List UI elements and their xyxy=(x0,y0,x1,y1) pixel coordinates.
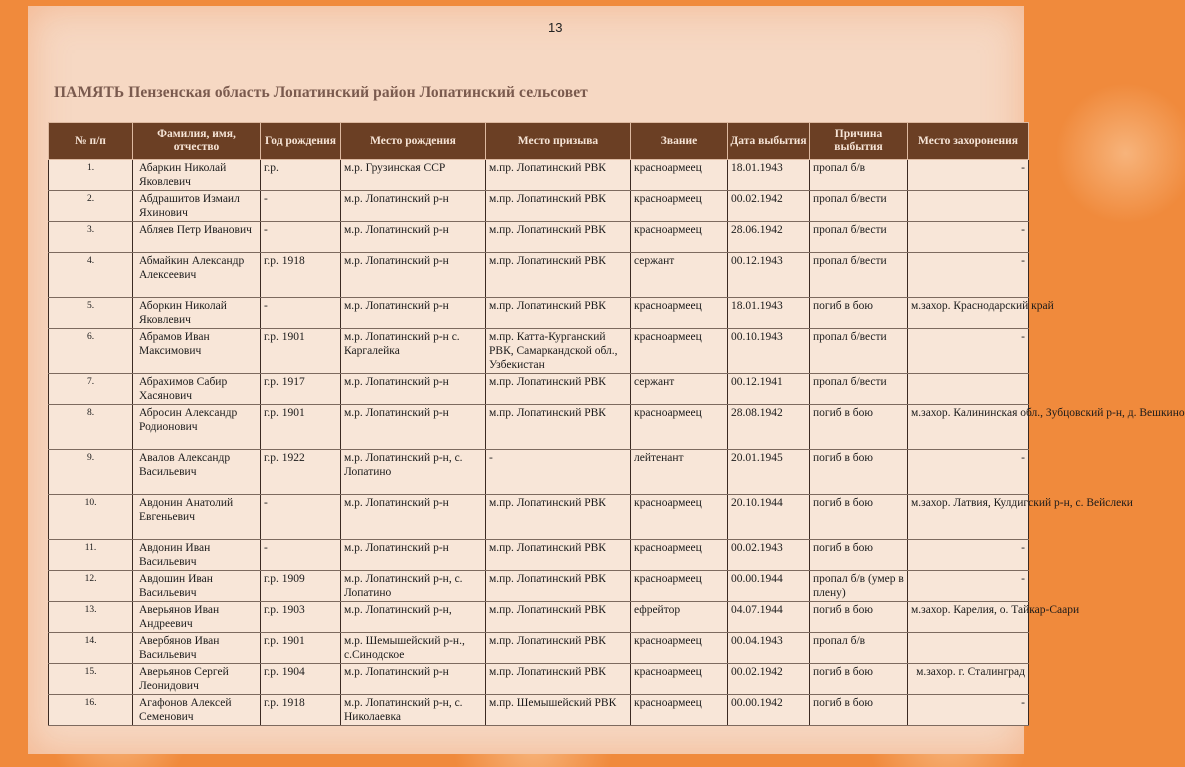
row-number-cell: 13. xyxy=(49,602,133,633)
soldier-name-cell: Агафонов Алексей Семенович xyxy=(133,695,261,726)
rank-cell: красноармеец xyxy=(631,695,728,726)
rank-cell: красноармеец xyxy=(631,222,728,253)
rank-cell: лейтенант xyxy=(631,450,728,495)
rank-cell: красноармеец xyxy=(631,191,728,222)
departure-reason-cell: погиб в бою xyxy=(810,298,908,329)
soldier-name-cell: Авдошин Иван Васильевич xyxy=(133,571,261,602)
departure-reason-cell: пропал б/вести xyxy=(810,253,908,298)
birth-year-cell: - xyxy=(261,495,341,540)
departure-date-cell: 20.01.1945 xyxy=(728,450,810,495)
col-header-rank: Звание xyxy=(631,123,728,160)
row-number-cell: 16. xyxy=(49,695,133,726)
row-number-cell: 5. xyxy=(49,298,133,329)
col-header-birth-place: Место рождения xyxy=(341,123,486,160)
birth-year-cell: г.р. 1903 xyxy=(261,602,341,633)
burial-place-cell: м.захор. Калининская обл., Зубцовский р-н, д. Вешкино xyxy=(908,405,1029,450)
row-number-cell: 15. xyxy=(49,664,133,695)
table-row xyxy=(49,253,1029,298)
birth-place-cell: м.р. Лопатинский р-н xyxy=(341,540,486,571)
birth-place-cell: м.р. Лопатинский р-н xyxy=(341,664,486,695)
table-row xyxy=(49,602,1029,633)
soldier-name-cell: Абляев Петр Иванович xyxy=(133,222,261,253)
soldier-name-cell: Авалов Александр Васильевич xyxy=(133,450,261,495)
birth-year-cell: г.р. xyxy=(261,160,341,191)
departure-date-cell: 18.01.1943 xyxy=(728,160,810,191)
table-row xyxy=(49,540,1029,571)
table-row xyxy=(49,329,1029,374)
birth-place-cell: м.р. Лопатинский р-н с. Каргалейка xyxy=(341,329,486,374)
draft-place-cell: м.пр. Лопатинский РВК xyxy=(486,405,631,450)
rank-cell: сержант xyxy=(631,374,728,405)
burial-place-cell xyxy=(908,374,1029,405)
rank-cell: красноармеец xyxy=(631,664,728,695)
row-number-cell: 11. xyxy=(49,540,133,571)
draft-place-cell: м.пр. Лопатинский РВК xyxy=(486,495,631,540)
col-header-reason: Причина выбытия xyxy=(810,123,908,160)
draft-place-cell: м.пр. Шемышейский РВК xyxy=(486,695,631,726)
burial-place-cell: - xyxy=(908,329,1029,374)
col-header-name: Фамилия, имя, отчество xyxy=(133,123,261,160)
birth-place-cell: м.р. Лопатинский р-н, xyxy=(341,602,486,633)
table-row xyxy=(49,450,1029,495)
draft-place-cell: м.пр. Лопатинский РВК xyxy=(486,253,631,298)
draft-place-cell: м.пр. Лопатинский РВК xyxy=(486,160,631,191)
table-row xyxy=(49,222,1029,253)
rank-cell: красноармеец xyxy=(631,571,728,602)
table-row xyxy=(49,664,1029,695)
burial-place-cell: м.захор. Карелия, о. Тайкар-Саари xyxy=(908,602,1029,633)
soldier-name-cell: Абдрашитов Измаил Яхинович xyxy=(133,191,261,222)
birth-year-cell: - xyxy=(261,191,341,222)
row-number-cell: 2. xyxy=(49,191,133,222)
draft-place-cell: м.пр. Лопатинский РВК xyxy=(486,374,631,405)
departure-reason-cell: погиб в бою xyxy=(810,602,908,633)
burial-place-cell: м.захор. г. Сталинград xyxy=(908,664,1029,695)
rank-cell: красноармеец xyxy=(631,405,728,450)
departure-reason-cell: пропал б/вести xyxy=(810,329,908,374)
departure-reason-cell: пропал б/вести xyxy=(810,191,908,222)
soldier-name-cell: Авербянов Иван Васильевич xyxy=(133,633,261,664)
departure-date-cell: 20.10.1944 xyxy=(728,495,810,540)
table-row xyxy=(49,191,1029,222)
row-number-cell: 12. xyxy=(49,571,133,602)
draft-place-cell: м.пр. Лопатинский РВК xyxy=(486,298,631,329)
birth-year-cell: г.р. 1918 xyxy=(261,253,341,298)
departure-date-cell: 00.02.1942 xyxy=(728,191,810,222)
departure-date-cell: 00.12.1943 xyxy=(728,253,810,298)
departure-date-cell: 04.07.1944 xyxy=(728,602,810,633)
col-header-draft-place: Место призыва xyxy=(486,123,631,160)
departure-date-cell: 00.00.1942 xyxy=(728,695,810,726)
birth-year-cell: - xyxy=(261,298,341,329)
burial-place-cell: - xyxy=(908,540,1029,571)
departure-reason-cell: пропал б/вести xyxy=(810,374,908,405)
draft-place-cell: м.пр. Лопатинский РВК xyxy=(486,222,631,253)
departure-reason-cell: погиб в бою xyxy=(810,695,908,726)
table-row xyxy=(49,405,1029,450)
departure-reason-cell: пропал б/в xyxy=(810,633,908,664)
burial-place-cell: - xyxy=(908,222,1029,253)
birth-place-cell: м.р. Лопатинский р-н xyxy=(341,405,486,450)
burial-place-cell: - xyxy=(908,571,1029,602)
draft-place-cell: м.пр. Лопатинский РВК xyxy=(486,664,631,695)
burial-place-cell: - xyxy=(908,160,1029,191)
birth-year-cell: г.р. 1901 xyxy=(261,329,341,374)
birth-place-cell: м.р. Лопатинский р-н, с. Николаевка xyxy=(341,695,486,726)
departure-reason-cell: погиб в бою xyxy=(810,540,908,571)
departure-reason-cell: пропал б/в (умер в плену) xyxy=(810,571,908,602)
departure-reason-cell: погиб в бою xyxy=(810,495,908,540)
birth-place-cell: м.р. Грузинская ССР xyxy=(341,160,486,191)
departure-date-cell: 00.10.1943 xyxy=(728,329,810,374)
col-header-date: Дата выбытия xyxy=(728,123,810,160)
birth-year-cell: - xyxy=(261,540,341,571)
rank-cell: сержант xyxy=(631,253,728,298)
table-row xyxy=(49,571,1029,602)
departure-date-cell: 00.12.1941 xyxy=(728,374,810,405)
table-row xyxy=(49,298,1029,329)
burial-place-cell: м.захор. Краснодарский край xyxy=(908,298,1029,329)
departure-date-cell: 00.04.1943 xyxy=(728,633,810,664)
row-number-cell: 8. xyxy=(49,405,133,450)
row-number-cell: 7. xyxy=(49,374,133,405)
draft-place-cell: м.пр. Катта-Курганский РВК, Самаркандской обл., Узбекистан xyxy=(486,329,631,374)
row-number-cell: 3. xyxy=(49,222,133,253)
departure-reason-cell: пропал б/в xyxy=(810,160,908,191)
table-body xyxy=(49,160,1185,726)
soldier-name-cell: Аборкин Николай Яковлевич xyxy=(133,298,261,329)
departure-date-cell: 00.00.1944 xyxy=(728,571,810,602)
burial-place-cell xyxy=(908,633,1029,664)
row-number-cell: 14. xyxy=(49,633,133,664)
birth-place-cell: м.р. Лопатинский р-н xyxy=(341,495,486,540)
soldier-name-cell: Аверьянов Сергей Леонидович xyxy=(133,664,261,695)
birth-place-cell: м.р. Лопатинский р-н xyxy=(341,191,486,222)
rank-cell: красноармеец xyxy=(631,160,728,191)
departure-date-cell: 00.02.1943 xyxy=(728,540,810,571)
soldier-name-cell: Авдонин Иван Васильевич xyxy=(133,540,261,571)
birth-year-cell: г.р. 1918 xyxy=(261,695,341,726)
draft-place-cell: м.пр. Лопатинский РВК xyxy=(486,540,631,571)
draft-place-cell: м.пр. Лопатинский РВК xyxy=(486,571,631,602)
rank-cell: ефрейтор xyxy=(631,602,728,633)
birth-place-cell: м.р. Лопатинский р-н xyxy=(341,374,486,405)
departure-reason-cell: погиб в бою xyxy=(810,405,908,450)
row-number-cell: 6. xyxy=(49,329,133,374)
col-header-number: № п/п xyxy=(49,123,133,160)
rank-cell: красноармеец xyxy=(631,540,728,571)
draft-place-cell: м.пр. Лопатинский РВК xyxy=(486,191,631,222)
row-number-cell: 9. xyxy=(49,450,133,495)
table-row xyxy=(49,374,1029,405)
burial-place-cell: - xyxy=(908,450,1029,495)
rank-cell: красноармеец xyxy=(631,329,728,374)
rank-cell: красноармеец xyxy=(631,495,728,540)
table-header-row xyxy=(49,123,1029,160)
birth-year-cell: г.р. 1909 xyxy=(261,571,341,602)
draft-place-cell: - xyxy=(486,450,631,495)
soldier-name-cell: Абросин Александр Родионович xyxy=(133,405,261,450)
row-number-cell: 1. xyxy=(49,160,133,191)
rank-cell: красноармеец xyxy=(631,298,728,329)
table-row xyxy=(49,495,1029,540)
row-number-cell: 10. xyxy=(49,495,133,540)
soldier-name-cell: Абрахимов Сабир Хасянович xyxy=(133,374,261,405)
burial-place-cell: м.захор. Латвия, Кулдигский р-н, с. Вейслеки xyxy=(908,495,1029,540)
soldier-name-cell: Авдонин Анатолий Евгеньевич xyxy=(133,495,261,540)
birth-year-cell: г.р. 1901 xyxy=(261,405,341,450)
birth-place-cell: м.р. Лопатинский р-н, с. Лопатино xyxy=(341,571,486,602)
burial-place-cell xyxy=(908,191,1029,222)
birth-year-cell: г.р. 1901 xyxy=(261,633,341,664)
burial-place-cell: - xyxy=(908,695,1029,726)
soldier-name-cell: Абаркин Николай Яковлевич xyxy=(133,160,261,191)
departure-reason-cell: погиб в бою xyxy=(810,664,908,695)
departure-date-cell: 28.06.1942 xyxy=(728,222,810,253)
page-title: ПАМЯТЬ Пензенская область Лопатинский район Лопатинский сельсовет xyxy=(54,84,588,101)
burial-place-cell: - xyxy=(908,253,1029,298)
birth-place-cell: м.р. Лопатинский р-н xyxy=(341,222,486,253)
soldier-name-cell: Аверьянов Иван Андреевич xyxy=(133,602,261,633)
departure-date-cell: 28.08.1942 xyxy=(728,405,810,450)
birth-year-cell: г.р. 1917 xyxy=(261,374,341,405)
page-number: 13 xyxy=(548,20,563,35)
birth-year-cell: г.р. 1904 xyxy=(261,664,341,695)
rank-cell: красноармеец xyxy=(631,633,728,664)
draft-place-cell: м.пр. Лопатинский РВК xyxy=(486,602,631,633)
birth-place-cell: м.р. Лопатинский р-н xyxy=(341,253,486,298)
departure-date-cell: 18.01.1943 xyxy=(728,298,810,329)
birth-place-cell: м.р. Шемышейский р-н., с.Синодское xyxy=(341,633,486,664)
birth-year-cell: г.р. 1922 xyxy=(261,450,341,495)
soldier-name-cell: Абмайкин Александр Алексеевич xyxy=(133,253,261,298)
table-row xyxy=(49,160,1029,191)
departure-reason-cell: пропал б/вести xyxy=(810,222,908,253)
slide xyxy=(28,6,1185,754)
birth-place-cell: м.р. Лопатинский р-н xyxy=(341,298,486,329)
birth-year-cell: - xyxy=(261,222,341,253)
memorial-table xyxy=(48,122,1185,726)
table-row xyxy=(49,633,1029,664)
soldier-name-cell: Абрамов Иван Максимович xyxy=(133,329,261,374)
col-header-birth-year: Год рождения xyxy=(261,123,341,160)
departure-date-cell: 00.02.1942 xyxy=(728,664,810,695)
table-row xyxy=(49,695,1029,726)
birth-place-cell: м.р. Лопатинский р-н, с. Лопатино xyxy=(341,450,486,495)
draft-place-cell: м.пр. Лопатинский РВК xyxy=(486,633,631,664)
row-number-cell: 4. xyxy=(49,253,133,298)
col-header-burial: Место захоронения xyxy=(908,123,1029,160)
departure-reason-cell: погиб в бою xyxy=(810,450,908,495)
